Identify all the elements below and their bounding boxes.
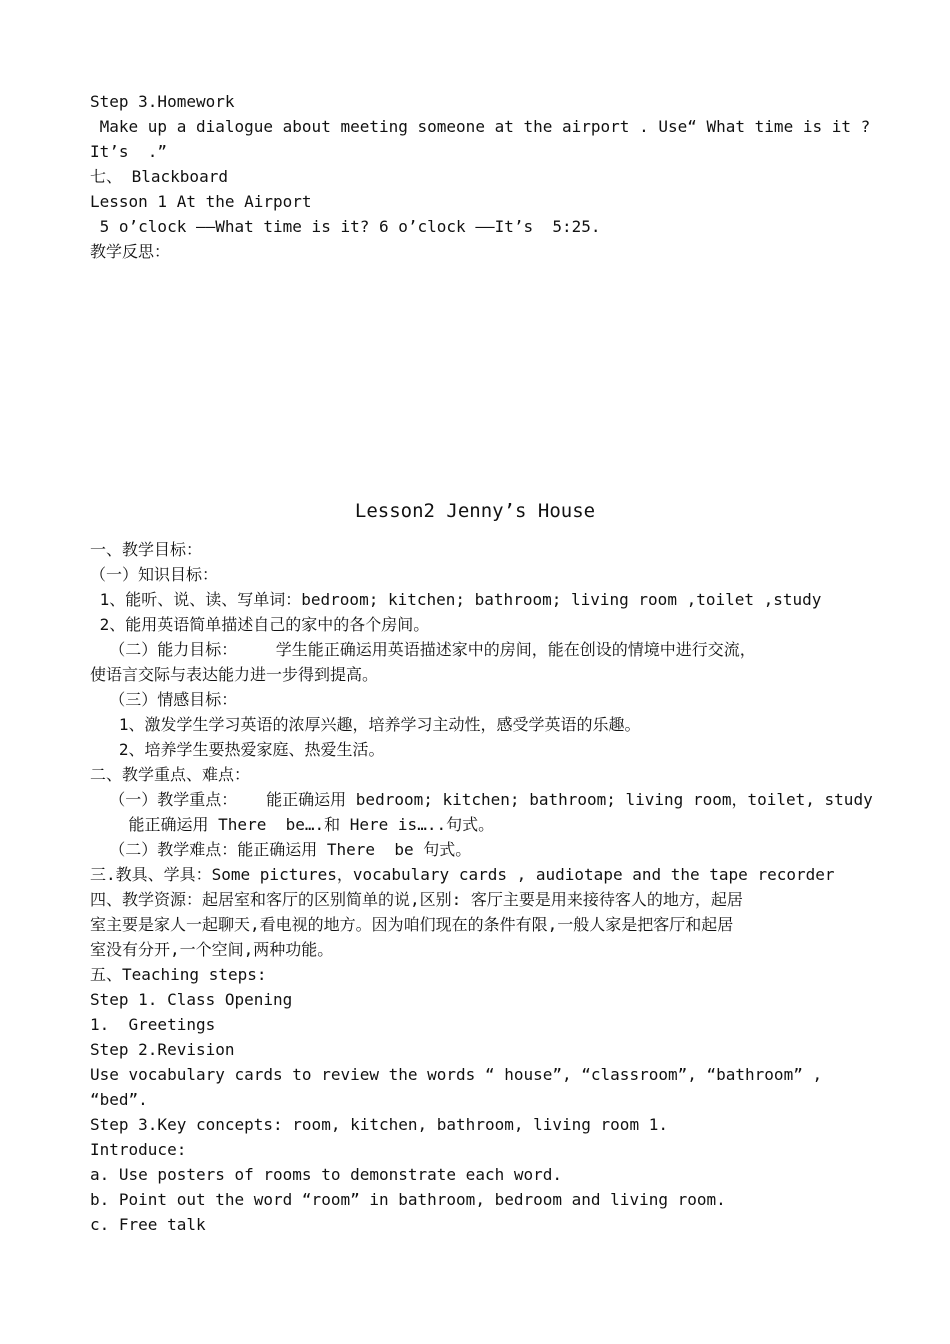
text-line: 1. Greetings — [90, 1015, 216, 1034]
text-line: 一、教学目标： — [90, 540, 203, 559]
text-line: （二）教学难点：能正确运用 There be 句式。 — [90, 840, 472, 859]
text-line: Step 3.Homework — [90, 92, 235, 111]
text-line: （三）情感目标： — [90, 690, 238, 709]
text-line: 二、教学重点、难点： — [90, 765, 251, 784]
text-line: Step 3.Key concepts: room, kitchen, bathroom, living room 1. — [90, 1115, 668, 1134]
text-line: （二）能力目标： 学生能正确运用英语描述家中的房间，能在创设的情境中进行交流， — [90, 640, 756, 659]
text-line: Step 2.Revision — [90, 1040, 235, 1059]
text-line: 四、教学资源：起居室和客厅的区别简单的说,区别: 客厅主要是用来接待客人的地方，起居 — [90, 890, 743, 909]
text-line: 5 o’clock ——What time is it? 6 o’clock ——It’s 5:25. — [90, 217, 601, 236]
text-line: 教学反思： — [90, 242, 171, 261]
text-line: 使语言交际与表达能力进一步得到提高。 — [90, 665, 379, 684]
text-line: a. Use posters of rooms to demonstrate each word. — [90, 1165, 563, 1184]
text-line: 室没有分开,一个空间,两种功能。 — [90, 940, 334, 959]
text-line: 三.教具、学具：Some pictures，vocabulary cards , audiotape and the tape recorder — [90, 865, 835, 884]
text-line: Make up a dialogue about meeting someone at the airport . Use“ What time is it ? — [90, 117, 871, 136]
text-line: Lesson 1 At the Airport — [90, 192, 312, 211]
text-line: Step 1. Class Opening — [90, 990, 293, 1009]
text-line: 1、能听、说、读、写单词：bedroom; kitchen; bathroom; living room ,toilet ,study — [90, 590, 822, 609]
text-line: Introduce: — [90, 1140, 187, 1159]
text-line: Use vocabulary cards to review the words “ house”, “classroom”, “bathroom” , — [90, 1065, 823, 1084]
text-line: It’s .” — [90, 142, 168, 161]
text-line: 五、Teaching steps: — [90, 965, 267, 984]
text-line: c. Free talk — [90, 1215, 206, 1234]
text-line: 室主要是家人一起聊天,看电视的地方。因为咱们现在的条件有限,一般人家是把客厅和起居 — [90, 915, 734, 934]
text-line: 七、 Blackboard — [90, 167, 228, 186]
lesson-title: Lesson2 Jenny’s House — [354, 500, 596, 522]
text-line: （一）教学重点： 能正确运用 bedroom; kitchen; bathroom; living room，toilet, study — [90, 790, 873, 809]
text-line: 2、培养学生要热爱家庭、热爱生活。 — [90, 740, 385, 759]
text-line: （一）知识目标： — [90, 565, 219, 584]
text-line: “bed”. — [90, 1090, 148, 1109]
text-line: 2、能用英语简单描述自己的家中的各个房间。 — [90, 615, 430, 634]
text-line: 能正确运用 There be….和 Here is…..句式。 — [90, 815, 495, 834]
text-line: 1、激发学生学习英语的浓厚兴趣，培养学习主动性，感受学英语的乐趣。 — [90, 715, 641, 734]
text-line: b. Point out the word “room” in bathroom, bedroom and living room. — [90, 1190, 726, 1209]
